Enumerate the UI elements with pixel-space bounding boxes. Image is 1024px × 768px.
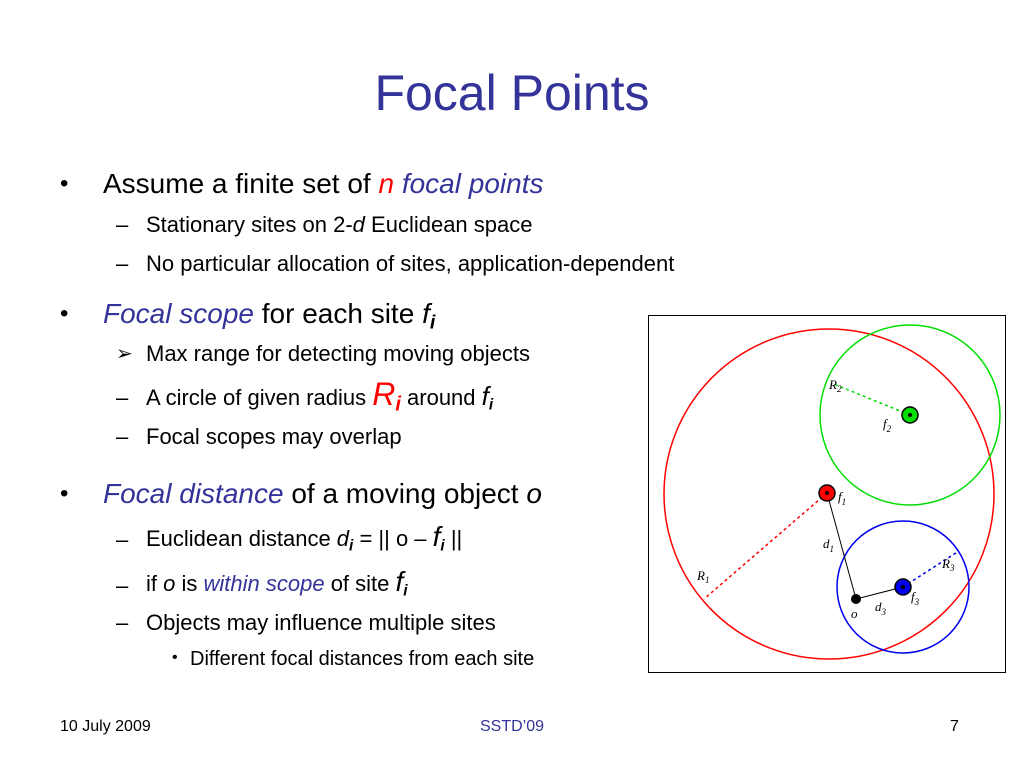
figure-canvas	[649, 316, 1005, 672]
sub-bullet-within-scope	[146, 566, 408, 600]
text: is	[175, 571, 204, 596]
term-focal-points: focal points	[394, 168, 544, 199]
label-f1: $f_1$	[838, 489, 847, 507]
bullet-marker: •	[60, 300, 69, 327]
dash-marker: –	[116, 610, 129, 635]
sub-bullet-multiple-sites: Objects may influence multiple sites	[146, 610, 496, 635]
subscript: i	[395, 393, 401, 416]
text: around	[400, 385, 482, 410]
dash-marker: –	[116, 527, 129, 552]
term-focal-distance: Focal distance	[103, 478, 284, 509]
text: for each site	[253, 298, 423, 329]
term-within-scope: within scope	[203, 571, 325, 596]
label-d3: $d_3$	[875, 599, 886, 617]
bullet-focal-distance	[103, 478, 542, 510]
text: of a moving object	[283, 478, 527, 509]
text: Euclidean space	[364, 212, 533, 237]
footer-date: 10 July 2009	[60, 718, 151, 735]
dash-marker: –	[116, 573, 129, 598]
label-f2: $f_2$	[883, 416, 892, 434]
subscript: i	[440, 537, 445, 555]
dash-marker: –	[116, 424, 129, 449]
sub-bullet-euclidean-distance	[146, 521, 462, 555]
sub-sub-bullet-focal-distances: Different focal distances from each site	[190, 648, 535, 670]
bullet-focal-scope	[103, 298, 435, 334]
focal-point-f3-center	[901, 585, 905, 589]
n-variable: n	[378, 168, 395, 199]
footer-conference: SSTD’09	[479, 718, 545, 735]
focal-point-f1-center	[825, 491, 829, 495]
label-d1: $d_1$	[823, 536, 834, 554]
R-variable: R	[372, 376, 396, 412]
bullet-marker: •	[172, 649, 178, 666]
dash-marker: –	[116, 385, 129, 410]
sub-bullet-circle-radius	[146, 376, 493, 417]
arrow-bullet-icon: ➢	[116, 343, 133, 365]
subscript: i	[403, 582, 408, 600]
text: of site	[324, 571, 396, 596]
moving-object-o	[851, 594, 861, 604]
o-variable: o	[163, 571, 176, 596]
label-r2: $R_2$	[829, 377, 842, 394]
text: Stationary sites on 2-	[146, 212, 353, 237]
text: = || o –	[353, 526, 433, 551]
text: if	[146, 571, 164, 596]
footer-page-number: 7	[950, 718, 959, 735]
d-variable: d	[336, 526, 350, 551]
sub-bullet-stationary-sites	[146, 212, 532, 238]
bullet-text: Assume a finite set of	[103, 168, 379, 199]
sub-bullet-allocation: No particular allocation of sites, application-dependent	[146, 251, 675, 276]
label-r1: $R_1$	[697, 568, 710, 585]
text: A circle of given radius	[146, 385, 373, 410]
label-f3: $f_3$	[911, 589, 920, 607]
label-r3: $R_3$	[942, 556, 955, 573]
sub-bullet-max-range: Max range for detecting moving objects	[146, 341, 530, 366]
bullet-marker: •	[60, 480, 69, 507]
dash-marker: –	[116, 212, 129, 237]
focal-points-figure	[648, 315, 1006, 673]
dash-marker: –	[116, 251, 129, 276]
f-variable: f	[481, 381, 489, 411]
text: ||	[444, 526, 463, 551]
subscript: i	[488, 396, 494, 414]
slide-title: Focal Points	[374, 65, 650, 121]
text: Euclidean distance	[146, 526, 337, 551]
term-focal-scope: Focal scope	[103, 298, 254, 329]
radius-line-r2	[831, 383, 910, 415]
f-variable: f	[395, 566, 404, 597]
focal-point-f2-center	[908, 413, 912, 417]
sub-bullet-overlap: Focal scopes may overlap	[146, 424, 402, 449]
subscript: i	[429, 311, 436, 334]
bullet-marker: •	[60, 170, 69, 197]
subscript: i	[349, 537, 354, 555]
f-variable: f	[432, 521, 441, 552]
f-variable: f	[422, 298, 430, 329]
bullet-focal-points	[103, 168, 543, 200]
label-o: o	[851, 606, 858, 621]
o-variable: o	[526, 478, 542, 509]
radius-line-r1	[704, 493, 827, 599]
d-variable: d	[352, 212, 365, 237]
